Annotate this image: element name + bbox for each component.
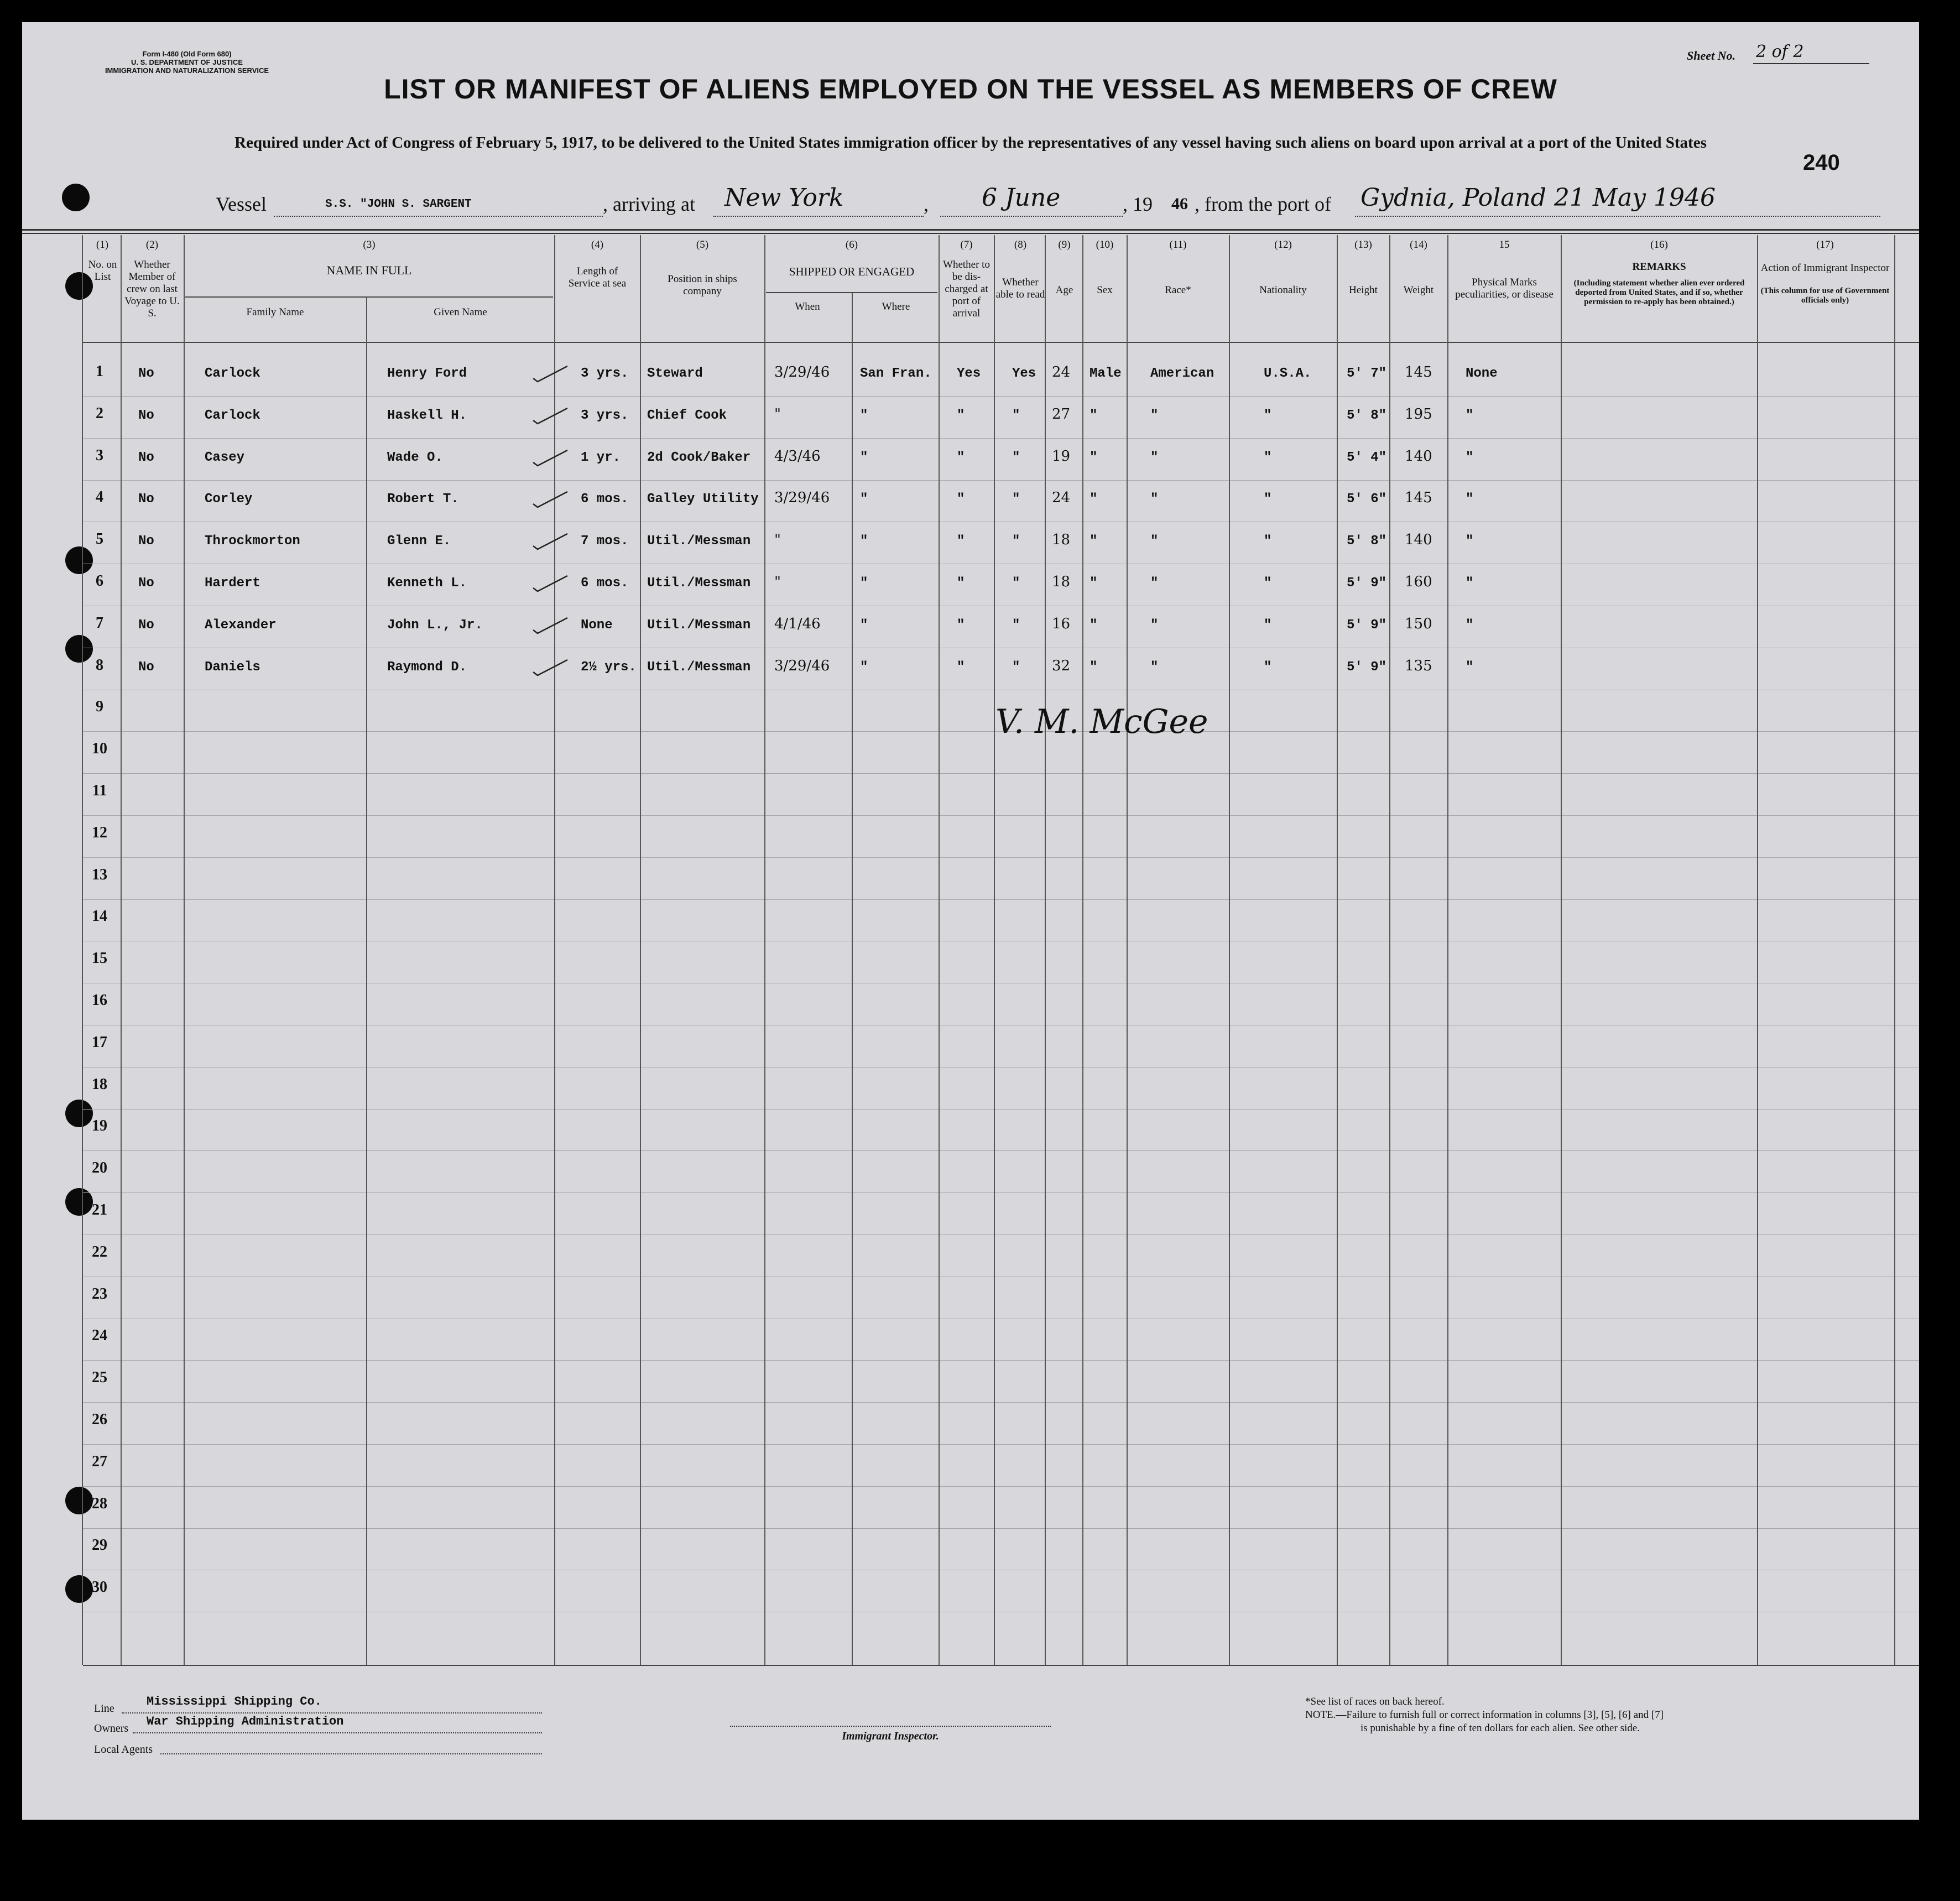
check-mark-icon [531,405,570,427]
family-name-cell: Carlock [205,408,260,423]
discharged-cell: " [957,408,965,423]
shipped-when-cell: " [774,574,781,590]
able-to-read-cell: " [1012,576,1020,591]
nationality-cell: " [1264,617,1272,633]
given-name-cell: Henry Ford [387,366,467,381]
member-cell: No [138,617,154,633]
height-cell: 5' 9" [1347,617,1387,633]
physical-marks-cell: " [1466,617,1474,633]
col-header-weight: Weight [1403,284,1434,296]
line-label: Line [94,1702,114,1715]
member-cell: No [138,576,154,591]
given-name-cell: Glenn E. [387,534,451,549]
nationality-cell: " [1264,576,1272,591]
height-cell: 5' 6" [1347,492,1387,507]
able-to-read-cell: " [1012,408,1020,423]
physical-marks-cell: " [1466,450,1474,465]
given-name-cell: Wade O. [387,450,443,465]
race-cell: American [1150,366,1214,381]
note-line-2: is punishable by a fine of ten dollars for each alien. See other side. [1360,1722,1640,1734]
sex-cell: " [1090,408,1098,423]
shipped-where-cell: " [860,450,868,465]
col-header-age: Age [1055,284,1073,296]
physical-marks-cell: None [1466,366,1498,381]
age-cell: 18 [1052,574,1071,590]
year-prefix: , 19 [1123,193,1153,215]
row-number: 1 [96,363,103,380]
sex-cell: Male [1090,366,1122,381]
weight-cell: 150 [1405,615,1432,632]
row-rule [83,480,1919,481]
race-cell: " [1150,659,1159,675]
member-cell: No [138,366,154,381]
col-header-nationality: Nationality [1259,284,1307,296]
arriving-label: , arriving at [603,193,695,215]
discharged-cell: " [957,617,965,633]
check-mark-icon [531,363,570,385]
age-cell: 27 [1052,405,1071,423]
row-number: 9 [96,698,103,716]
col-num-9: (9) [1058,239,1071,251]
physical-marks-cell: " [1466,576,1474,591]
able-to-read-cell: Yes [1012,366,1036,381]
col-header-family-name: Family Name [246,306,304,318]
given-name-cell: Haskell H. [387,408,467,423]
shipped-where-cell: " [860,492,868,507]
col-num-13: (13) [1354,239,1372,251]
check-mark-icon [531,614,570,637]
row-number: 28 [92,1494,107,1512]
member-cell: No [138,659,154,675]
row-rule [83,899,1919,900]
shipped-when-cell: " [774,532,781,549]
position-cell: Util./Messman [647,659,751,675]
arrival-date: 6 June [982,184,1061,212]
row-number: 26 [92,1411,107,1428]
vessel-name: S.S. "JOHN S. SARGENT [325,198,472,211]
family-name-cell: Alexander [205,617,277,633]
row-number: 7 [96,614,103,632]
given-name-cell: John L., Jr. [387,617,483,633]
race-cell: " [1150,492,1159,507]
weight-cell: 145 [1405,489,1432,507]
race-cell: " [1150,408,1159,423]
row-number: 24 [92,1327,107,1345]
row-number: 6 [96,572,103,590]
col-header-read: Whether able to read [995,277,1045,300]
shipped-when-cell: 4/1/46 [774,615,821,632]
shipped-when-cell: " [774,405,781,423]
family-name-cell: Carlock [205,366,260,381]
col-num-15: 15 [1499,239,1510,251]
height-cell: 5' 8" [1347,534,1387,549]
race-cell: " [1150,450,1159,465]
member-cell: No [138,534,154,549]
row-number: 8 [96,656,103,674]
physical-marks-cell: " [1466,492,1474,507]
col-header-height: Height [1349,284,1378,296]
owners-value: War Shipping Administration [147,1715,344,1728]
physical-marks-cell: " [1466,408,1474,423]
discharged-cell: " [957,534,965,549]
check-mark-icon [531,488,570,511]
sex-cell: " [1090,450,1098,465]
row-rule [83,1360,1919,1361]
note-line-1: NOTE.—Failure to furnish full or correct information in columns [3], [5], [6] and [7] [1305,1709,1664,1721]
position-cell: Chief Cook [647,408,727,423]
nationality-cell: " [1264,659,1272,675]
col-num-17: (17) [1816,239,1834,251]
owners-label: Owners [94,1722,129,1735]
row-number: 10 [92,740,107,758]
discharged-cell: " [957,450,965,465]
row-number: 20 [92,1159,107,1177]
check-mark-icon [531,447,570,469]
row-rule [83,1528,1919,1529]
service-length-cell: 1 yr. [581,450,621,465]
age-cell: 24 [1052,364,1071,381]
col-header-discharged: Whether to be dis-charged at port of arrival [943,259,990,319]
row-number: 29 [92,1537,107,1554]
discharged-cell: Yes [957,366,981,381]
check-mark-icon [531,657,570,679]
col-header-given-name: Given Name [434,306,487,318]
physical-marks-cell: " [1466,534,1474,549]
service-length-cell: 3 yrs. [581,408,629,423]
nationality-cell: " [1264,534,1272,549]
nationality-cell: " [1264,450,1272,465]
sex-cell: " [1090,534,1098,549]
row-number: 21 [92,1201,107,1218]
row-number: 13 [92,866,107,883]
given-name-cell: Raymond D. [387,659,467,675]
shipped-where-cell: San Fran. [860,366,932,381]
position-cell: Util./Messman [647,534,751,549]
discharged-cell: " [957,492,965,507]
discharged-cell: " [957,576,965,591]
row-number: 17 [92,1033,107,1051]
row-number: 2 [96,404,103,422]
age-cell: 16 [1052,615,1071,632]
nationality-cell: " [1264,408,1272,423]
service-name: IMMIGRATION AND NATURALIZATION SERVICE [105,66,269,75]
col-num-2: (2) [145,239,159,251]
height-cell: 5' 9" [1347,576,1387,591]
col-num-8: (8) [1014,239,1027,251]
able-to-read-cell: " [1012,659,1020,675]
col-header-remarks-note: (Including statement whether alien ever ordered deported from United States, and if so, whether permission to re-apply has been obtained.) [1573,279,1745,306]
col-header-shipped: SHIPPED OR ENGAGED [789,265,915,278]
weight-cell: 140 [1405,532,1432,549]
nationality-cell: U.S.A. [1264,366,1312,381]
col-header-no-on-list: No. on List [88,259,117,283]
shipped-where-cell: " [860,534,868,549]
sheet-value: 2 of 2 [1756,42,1804,61]
col-num-7: (7) [960,239,973,251]
col-num-14: (14) [1410,239,1427,251]
col-num-16: (16) [1650,239,1668,251]
departure-port: Gydnia, Poland 21 May 1946 [1360,184,1716,212]
service-length-cell: 6 mos. [581,576,629,591]
row-number: 27 [92,1452,107,1470]
physical-marks-cell: " [1466,659,1474,675]
col-num-10: (10) [1096,239,1114,251]
race-cell: " [1150,617,1159,633]
able-to-read-cell: " [1012,492,1020,507]
service-length-cell: 2½ yrs. [581,659,637,675]
col-num-3: (3) [363,239,376,251]
manifest-sheet: Form I-480 (Old Form 680) U. S. DEPARTMENT OF JUSTICE IMMIGRATION AND NATURALIZATION SERVICE Sheet No. 2 of 2 LIST OR MANIFEST OF ALIENS EMPLOYED ON THE VESSEL AS MEMBERS OF CREW Required under Act of Congress of February 5, 1917, to be delivered to the United States immigration officer by the representatives of any vessel having such aliens on board upon arrival at a port of the United States 240 Vessel S.S. "JOHN S. SARGENT , arriving at New York , 6 June , 19 46 , from the port of Gydnia, Poland 21 May 1946 (1) No. on List (2) Whether Member of crew on last Voyage to U. S. (3) NAME IN FULL Family Name Given Name (4) Length of Service at sea (5) Position in ships company (6) SHIPPED OR ENGAGED When Where (7) Whether to be dis-charged at port of arrival (8) Whether able to read (9) Age (10) Sex (11) Race* (12) Nationality (13) Height (14) Weight 15 Physical Marks peculiarities, or disease (16) REMARKS (Including statement whether alien ever ordered deported from United States, and if so, whether permission to re-apply has been obtained.) (17) Action of Immigrant Inspector (This column for use of Government officials only) 1 No Carlock Henry Ford 3 yrs. Steward 3/29/46 San Fran. Yes Yes 24 Male American U.S.A. 5' 7" 145 None 2 No Carlock Haskell H. 3 yrs. Chief Cook " " " " 27 " " " 5' 8" 195 " 3 No Casey Wade O. 1 yr. 2d Cook/Baker 4/3/46 " " " 19 " " " 5' 4" 140 " 4 No Corley Robert T. 6 mos. Galley Utility 3/29/46 " " " 24 " " " 5' 6" 145 " 5 No Throckmorton Glenn E. 7 mos. Util./Messman " " " " 18 " " " 5' 8" 140 " 6 No Hardert Kenneth L. 6 mos. Util./Messman " " " " 18 " " " 5' 9" 160 " 7 No Alexander John L., Jr. None Util./Messman 4/1/46 " " " 16 " " " 5' 9" 150 " 8 No Daniels Raymond D. 2½ yrs. Util./Messman 3/29/46 " " " 32 " " " 5' 9" 135 " 9 10 11 12 13 14 15 16 17 18 19 20 21 22 23 24 25 26 27 28 29 30 V. M. McGee Line Mississippi Shipping Co. Owners War Shipping Administration Local Agents Immigrant Inspector. *See list of races on back hereof. NOTE.—Failure to furnish full or correct information in columns [3], [5], [6] and [7] is punishable by a fine of ten dollars for each alien. See other side. [22,22,1919,1820]
row-rule [83,1402,1919,1403]
sex-cell: " [1090,659,1098,675]
col-header-inspector-action: Action of Immigrant Inspector [1760,262,1890,274]
row-rule [83,1486,1919,1487]
family-name-cell: Throckmorton [205,534,300,549]
shipped-when-cell: 3/29/46 [774,657,830,674]
note-races: *See list of races on back hereof. [1305,1696,1445,1707]
height-cell: 5' 4" [1347,450,1387,465]
col-num-6: (6) [845,239,858,251]
arriving-port: New York [724,184,844,212]
discharged-cell: " [957,659,965,675]
page-number: 240 [1803,150,1840,175]
sheet-label: Sheet No. [1687,49,1735,63]
family-name-cell: Hardert [205,576,260,591]
col-num-12: (12) [1274,239,1292,251]
weight-cell: 160 [1405,574,1432,590]
department-name: U. S. DEPARTMENT OF JUSTICE [131,58,243,66]
shipped-when-cell: 3/29/46 [774,364,830,381]
col-header-physical-marks: Physical Marks peculiarities, or disease [1455,277,1554,300]
col-num-4: (4) [591,239,604,251]
form-header-block [98,50,275,75]
row-number: 12 [92,824,107,841]
local-agents-label: Local Agents [94,1743,153,1756]
shipped-when-cell: 3/29/46 [774,489,830,507]
weight-cell: 145 [1405,364,1432,381]
row-rule [83,1150,1919,1151]
line-value: Mississippi Shipping Co. [147,1695,322,1709]
year-suffix: 46 [1171,195,1188,213]
age-cell: 32 [1052,657,1071,674]
col-header-where: Where [882,301,910,313]
col-header-service: Length of Service at sea [568,265,627,289]
height-cell: 5' 7" [1347,366,1387,381]
race-cell: " [1150,576,1159,591]
check-mark-icon [531,572,570,595]
col-header-when: When [795,301,820,313]
inspector-signature: V. M. McGee [995,702,1208,741]
row-number: 30 [92,1579,107,1596]
given-name-cell: Kenneth L. [387,576,467,591]
able-to-read-cell: " [1012,450,1020,465]
immigrant-inspector-label: Immigrant Inspector. [842,1730,939,1742]
row-number: 23 [92,1285,107,1303]
row-rule [83,396,1919,397]
age-cell: 24 [1052,489,1071,507]
punch-hole [65,546,93,574]
age-cell: 19 [1052,447,1071,465]
row-number: 25 [92,1369,107,1387]
col-header-inspector-note: (This column for use of Government officials only) [1760,287,1890,305]
row-number: 15 [92,950,107,967]
service-length-cell: 7 mos. [581,534,629,549]
height-cell: 5' 9" [1347,659,1387,675]
row-number: 11 [92,782,107,799]
col-header-member: Whether Member of crew on last Voyage to U. S. [124,259,180,319]
nationality-cell: " [1264,492,1272,507]
able-to-read-cell: " [1012,534,1020,549]
service-length-cell: 3 yrs. [581,366,629,381]
row-rule [83,438,1919,439]
col-num-1: (1) [96,239,109,251]
row-number: 16 [92,992,107,1009]
shipped-where-cell: " [860,576,868,591]
col-header-position: Position in ships company [668,273,737,297]
weight-cell: 135 [1405,657,1432,674]
position-cell: Util./Messman [647,617,751,633]
height-cell: 5' 8" [1347,408,1387,423]
row-rule [83,857,1919,858]
row-number: 3 [96,446,103,464]
form-number: Form I-480 (Old Form 680) [142,50,232,58]
position-cell: Util./Messman [647,576,751,591]
col-header-race: Race* [1165,284,1191,296]
service-length-cell: 6 mos. [581,492,629,507]
row-rule [83,1444,1919,1445]
family-name-cell: Corley [205,492,253,507]
row-rule [83,815,1919,816]
sex-cell: " [1090,576,1098,591]
col-header-sex: Sex [1097,284,1113,296]
page-title: LIST OR MANIFEST OF ALIENS EMPLOYED ON THE VESSEL AS MEMBERS OF CREW [384,74,1557,105]
weight-cell: 195 [1405,405,1432,423]
race-cell: " [1150,534,1159,549]
position-cell: 2d Cook/Baker [647,450,751,465]
given-name-cell: Robert T. [387,492,459,507]
col-header-name: NAME IN FULL [326,263,412,277]
col-header-remarks: REMARKS [1632,261,1686,273]
row-number: 4 [96,488,103,506]
from-label: , from the port of [1195,193,1331,215]
shipped-where-cell: " [860,659,868,675]
col-num-11: (11) [1169,239,1187,251]
able-to-read-cell: " [1012,617,1020,633]
check-mark-icon [531,530,570,553]
shipped-when-cell: 4/3/46 [774,447,821,465]
row-number: 22 [92,1243,107,1261]
row-rule [83,1109,1919,1110]
position-cell: Galley Utility [647,492,759,507]
row-rule [83,1192,1919,1193]
row-rule [83,773,1919,774]
position-cell: Steward [647,366,703,381]
vessel-label: Vessel [216,193,267,215]
row-number: 19 [92,1117,107,1135]
member-cell: No [138,408,154,423]
sex-cell: " [1090,617,1098,633]
member-cell: No [138,450,154,465]
family-name-cell: Casey [205,450,245,465]
family-name-cell: Daniels [205,659,260,675]
member-cell: No [138,492,154,507]
row-number: 5 [96,530,103,548]
page-subtitle: Required under Act of Congress of February 5, 1917, to be delivered to the United States immigration officer by the representatives of any vessel having such aliens on board upon arrival at a port of the United States [234,134,1707,152]
weight-cell: 140 [1405,447,1432,465]
row-number: 18 [92,1075,107,1093]
col-num-5: (5) [696,239,709,251]
row-number: 14 [92,908,107,925]
sex-cell: " [1090,492,1098,507]
punch-hole [62,184,90,211]
service-length-cell: None [581,617,613,633]
shipped-where-cell: " [860,617,868,633]
shipped-where-cell: " [860,408,868,423]
age-cell: 18 [1052,532,1071,549]
